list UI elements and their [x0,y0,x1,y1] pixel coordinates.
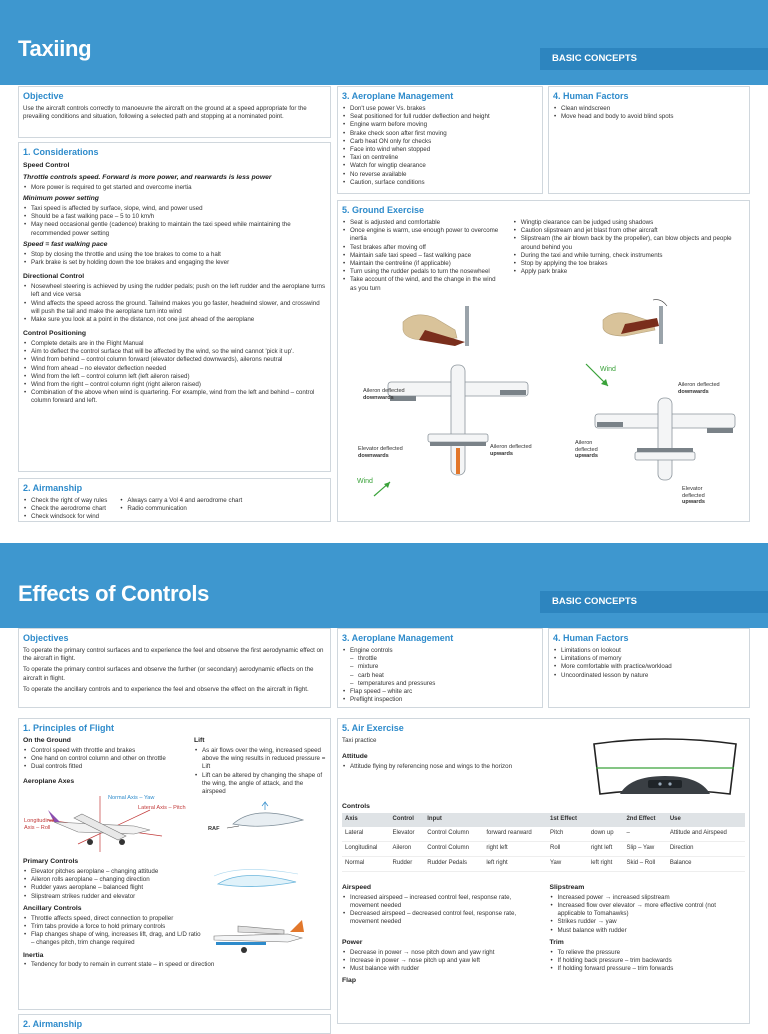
list-item: • Increased airspeed – increased control feel, response rate, movement needed [342,894,538,910]
list-item: • Take account of the wind, and the change in the wind as you turn [342,276,501,292]
human-heading: 4. Human Factors [553,91,629,101]
list-item: • Taxi speed is affected by surface, slope, wind, and power used [23,205,326,213]
list-item: • Slipstream (the air blown back by the propeller), can blow objects and people around behind you [513,235,745,251]
objective-para: To operate the primary control surfaces and observe the further (or secondary) aerodynamic effects on the aircraft in flight. [23,666,314,682]
lateral-axis-label: Lateral Axis – Pitch [138,805,186,811]
airflow-wing-illustration [212,862,302,898]
elevator-down-label: Elevator deflected downwards [358,446,403,459]
list-item: • Wingtip clearance can be judged using shadows [513,219,745,227]
airfoil-lift-illustration [225,800,310,840]
list-item: • Test brakes after moving off [342,244,501,252]
slipstream-subheading: Slipstream [549,883,585,891]
list-item: • Limitations on lookout [553,647,745,655]
ground-left-list [342,219,501,293]
management-list [342,105,538,187]
list-item: • If holding back pressure – trim backwards [550,957,746,965]
list-item: • Wind from behind – control column forward (elevator deflected downwards), ailerons neutral [23,356,326,364]
list-item: • Wind from ahead – no elevator deflection needed [23,365,326,373]
list-item: – temperatures and pressures [342,680,538,688]
list-item: • As air flows over the wing, increased speed above the wing results in reduced pressure = Lift [194,747,326,772]
list-item: • Increase in power → nose pitch up and yaw left [342,957,538,965]
list-item: • Preflight inspection [342,696,538,704]
feet-on-pedals-illustration-left [395,300,515,350]
list-item: • Tendency for body to remain in current state – in speed or direction [23,961,326,969]
list-item: • Watch for wingtip clearance [342,162,538,170]
list-item: • Caution slipstream and jet blast from other aircraft [513,227,745,235]
list-item: • Slipstream strikes rudder and elevator [23,893,203,901]
walking-pace-heading: Speed = fast walking pace [23,240,108,248]
col-header: 2nd Effect [623,813,666,827]
effects-banner [0,543,768,628]
page-title: Effects of Controls [18,581,210,606]
list-item: • Make sure you look at a point in the distance, not one just ahead of the aeroplane [23,316,326,324]
objective-para: To operate the primary control surfaces and to experience the feel and observe the first aerodynamic effect on the aircraft in flight. [23,647,324,663]
list-item: • Decrease in power → nose pitch down and yaw right [342,949,538,957]
normal-axis-label: Normal Axis – Yaw [108,795,155,801]
list-item: • More power is required to get started and overcome inertia [23,184,326,192]
taxiing-banner [0,0,768,85]
objectives-box [18,628,331,708]
section-tag: BASIC CONCEPTS [540,591,768,613]
controls-subheading: Controls [342,803,370,811]
airmanship-heading: 2. Airmanship [23,1019,83,1029]
list-item: • Radio communication [119,505,242,513]
list-item: • Should be a fast walking pace – 5 to 10 km/h [23,213,326,221]
list-item: – carb heat [342,672,538,680]
ground-right-list [513,219,745,293]
table-row: Normal Rudder Rudder Pedals left right Yaw left right Skid – Roll Balance [342,857,745,872]
objectives-heading: Objectives [23,633,69,643]
list-item: • Seat is adjusted and comfortable [342,219,501,227]
throttle-rule: Throttle controls speed. Forward is more power, and rearwards is less power [23,173,272,181]
management-heading: 3. Aeroplane Management [342,91,454,101]
section-tag: BASIC CONCEPTS [540,48,768,70]
list-item: • Must balance with rudder [342,965,538,973]
human-list [553,105,745,121]
list-item: • Throttle affects speed, direct connection to propeller [23,915,205,923]
wind-arrow-right-icon [584,362,614,392]
list-item: • Lift can be altered by changing the shape of the wing, the angle of attack, and the airspeed [194,772,326,797]
list-item: • Face into wind when stopped [342,146,538,154]
flap-subheading: Flap [342,977,356,985]
list-item: • Combination of the above when wind is quartering. For example, wind from the left and behind – control column forward and left. [23,389,326,405]
col-header: Input [424,813,483,827]
list-item: • Once engine is warm, use enough power to overcome inertia [342,227,501,243]
list-item: • Turn using the rudder pedals to turn the nosewheel [342,268,501,276]
list-item: • Must balance with rudder [550,927,746,935]
directional-heading: Directional Control [23,273,85,281]
airmanship-heading: 2. Airmanship [23,483,83,493]
raf-label: RAF [208,826,220,832]
list-item: • More comfortable with practice/workload [553,663,745,671]
col-header [588,813,624,827]
attitude-subheading: Attitude [342,753,368,761]
feet-on-pedals-illustration-right [595,298,715,348]
effects-airmanship-box [18,1014,331,1034]
list-item: • Complete details are in the Flight Manual [23,340,326,348]
lift-subheading: Lift [194,737,205,744]
list-item: • Wind from the right – control column right (right aileron raised) [23,381,326,389]
aileron-up-label: Aileron deflected upwards [490,444,532,457]
objective-box [18,86,331,138]
list-item: • Carb heat ON only for checks [342,138,538,146]
longitudinal-axis-label: Longitudinal Axis – Roll [24,818,55,831]
table-row: Lateral Elevator Control Column forward rearward Pitch down up – Attitude and Airspeed [342,827,745,841]
list-item: • No reverse available [342,171,538,179]
objective-heading: Objective [23,91,64,101]
ancillary-subheading: Ancillary Controls [23,904,82,912]
airspeed-subheading: Airspeed [342,883,372,891]
list-item: • Aim to deflect the control surface that will be affected by the wind, so the wind cannot 'pick it up'. [23,348,326,356]
list-item: • Trim tabs provide a force to hold primary controls [23,923,205,931]
list-item: • Stop by closing the throttle and using the toe brakes to come to a halt [23,251,326,259]
primary-subheading: Primary Controls [23,858,79,866]
col-header [483,813,547,827]
list-item: • Don't use power Vs. brakes [342,105,538,113]
taxi-practice-text: Taxi practice [342,737,377,744]
wind-arrow-left-icon [372,478,394,500]
effects-management-box [337,628,543,708]
list-item: • If holding forward pressure – trim forwards [550,965,746,973]
list-item: • Increased flow over elevator → more effective control (not applicable to Tomahawks) [550,902,746,918]
list-item: • Elevator pitches aeroplane – changing attitude [23,868,203,876]
ground-subheading: On the Ground [23,737,71,744]
list-item: • Dual controls fitted [23,763,184,771]
objective-para: To operate the ancillary controls and to experience the feel and observe the effect on the aircraft in flight. [23,685,309,693]
list-item: • Check windsock for wind [23,513,107,521]
aileron-down-label: Aileron deflected downwards [363,388,405,401]
list-item: • During the taxi and while turning, check instruments [513,252,745,260]
wind-label-right: Wind [600,366,616,373]
aileron-down-label-right: Aileron deflected downwards [678,382,720,395]
list-item: • Attitude flying by referencing nose and wings to the horizon [342,763,542,771]
min-power-heading: Minimum power setting [23,195,99,203]
list-item: • Check the right of way rules [23,497,107,505]
effects-human-box [548,628,750,708]
list-item: • Engine controls [342,647,538,655]
wind-label-left: Wind [357,478,373,485]
list-item: • Engine warm before moving [342,121,538,129]
aircraft-topdown-right [595,396,735,480]
list-item: • Wind affects the speed across the ground. Tailwind makes you go faster, headwind slower, and crosswind will push the tail and make the aeroplane turn into wind [23,300,326,316]
elevator-up-label-right: Elevator deflected upwards [682,486,706,506]
aircraft-flap-illustration [208,912,308,960]
list-item: • Uncoordinated lesson by nature [553,672,745,680]
page-title: Taxiing [18,36,92,61]
ground-heading: 5. Ground Exercise [342,205,425,215]
management-box [337,86,543,194]
air-heading: 5. Air Exercise [342,723,404,733]
list-item: • Seat positioned for full rudder deflection and height [342,113,538,121]
col-header: Use [667,813,745,827]
list-item: • Rudder yaws aeroplane – balanced flight [23,884,203,892]
list-item: • Maintain the centreline (if applicable) [342,260,501,268]
list-item: • Always carry a Vol 4 and aerodrome chart [119,497,242,505]
principles-heading: 1. Principles of Flight [23,723,115,733]
list-item: • Flap speed – white arc [342,688,538,696]
human-heading: 4. Human Factors [553,633,629,643]
list-item: • Decreased airspeed – decreased control feel, response rate, movement needed [342,910,538,926]
list-item: • Nosewheel steering is achieved by using the rudder pedals; push on the left rudder and the aeroplane turns left and vice versa [23,283,326,299]
list-item: • Check the aerodrome chart [23,505,107,513]
col-header: 1st Effect [547,813,588,827]
list-item: • Stop by applying the toe brakes [513,260,745,268]
list-item: • Caution, surface conditions [342,179,538,187]
human-factors-box [548,86,750,194]
col-header: Axis [342,813,390,827]
list-item: • Limitations of memory [553,655,745,663]
col-header: Control [390,813,425,827]
list-item: • One hand on control column and other on throttle [23,755,184,763]
windscreen-horizon-illustration [590,738,740,808]
power-subheading: Power [342,938,363,946]
table-row: Longitudinal Aileron Control Column right left Roll right left Slip – Yaw Direction [342,842,745,857]
list-item: • Aileron rolls aeroplane – changing direction [23,876,203,884]
airmanship-box [18,478,331,522]
list-item: • Apply park brake [513,268,745,276]
aileron-up-label-right: Aileron deflected upwards [575,440,599,460]
trim-subheading: Trim [549,938,564,946]
considerations-box [18,142,331,472]
inertia-subheading: Inertia [23,951,44,959]
list-item: • Control speed with throttle and brakes [23,747,184,755]
list-item: • Brake check soon after first moving [342,130,538,138]
management-heading: 3. Aeroplane Management [342,633,454,643]
list-item: – throttle [342,655,538,663]
axes-subheading: Aeroplane Axes [23,778,75,786]
list-item: • Wind from the left – control column left (left aileron raised) [23,373,326,381]
considerations-heading: 1. Considerations [23,147,99,157]
list-item: • Taxi on centreline [342,154,538,162]
list-item: • Move head and body to avoid blind spots [553,113,745,121]
list-item: • Clean windscreen [553,105,745,113]
list-item: • May need occasional gentle (cadence) braking to maintain the taxi speed while maintaining the recommended power setting [23,221,326,237]
objective-text: Use the aircraft controls correctly to manoeuvre the aircraft on the ground at a speed appropriate for the prevailing conditions and situation, following a selected path and stopping at a nominated point. [23,105,307,121]
aircraft-topdown-left [388,360,528,480]
list-item: • Flap changes shape of wing, increases lift, drag, and L/D ratio – changes pitch, trim change required [23,931,205,947]
list-item: • Park brake is set by holding down the toe brakes and engaging the lever [23,259,326,267]
list-item: – mixture [342,663,538,671]
controls-table [342,813,745,872]
list-item: • Maintain safe taxi speed – fast walking pace [342,252,501,260]
speed-control-heading: Speed Control [23,162,70,169]
list-item: • Increased power → increased slipstream [550,894,746,902]
positioning-heading: Control Positioning [23,330,87,338]
list-item: • Strikes rudder → yaw [550,918,746,926]
list-item: • To relieve the pressure [550,949,746,957]
